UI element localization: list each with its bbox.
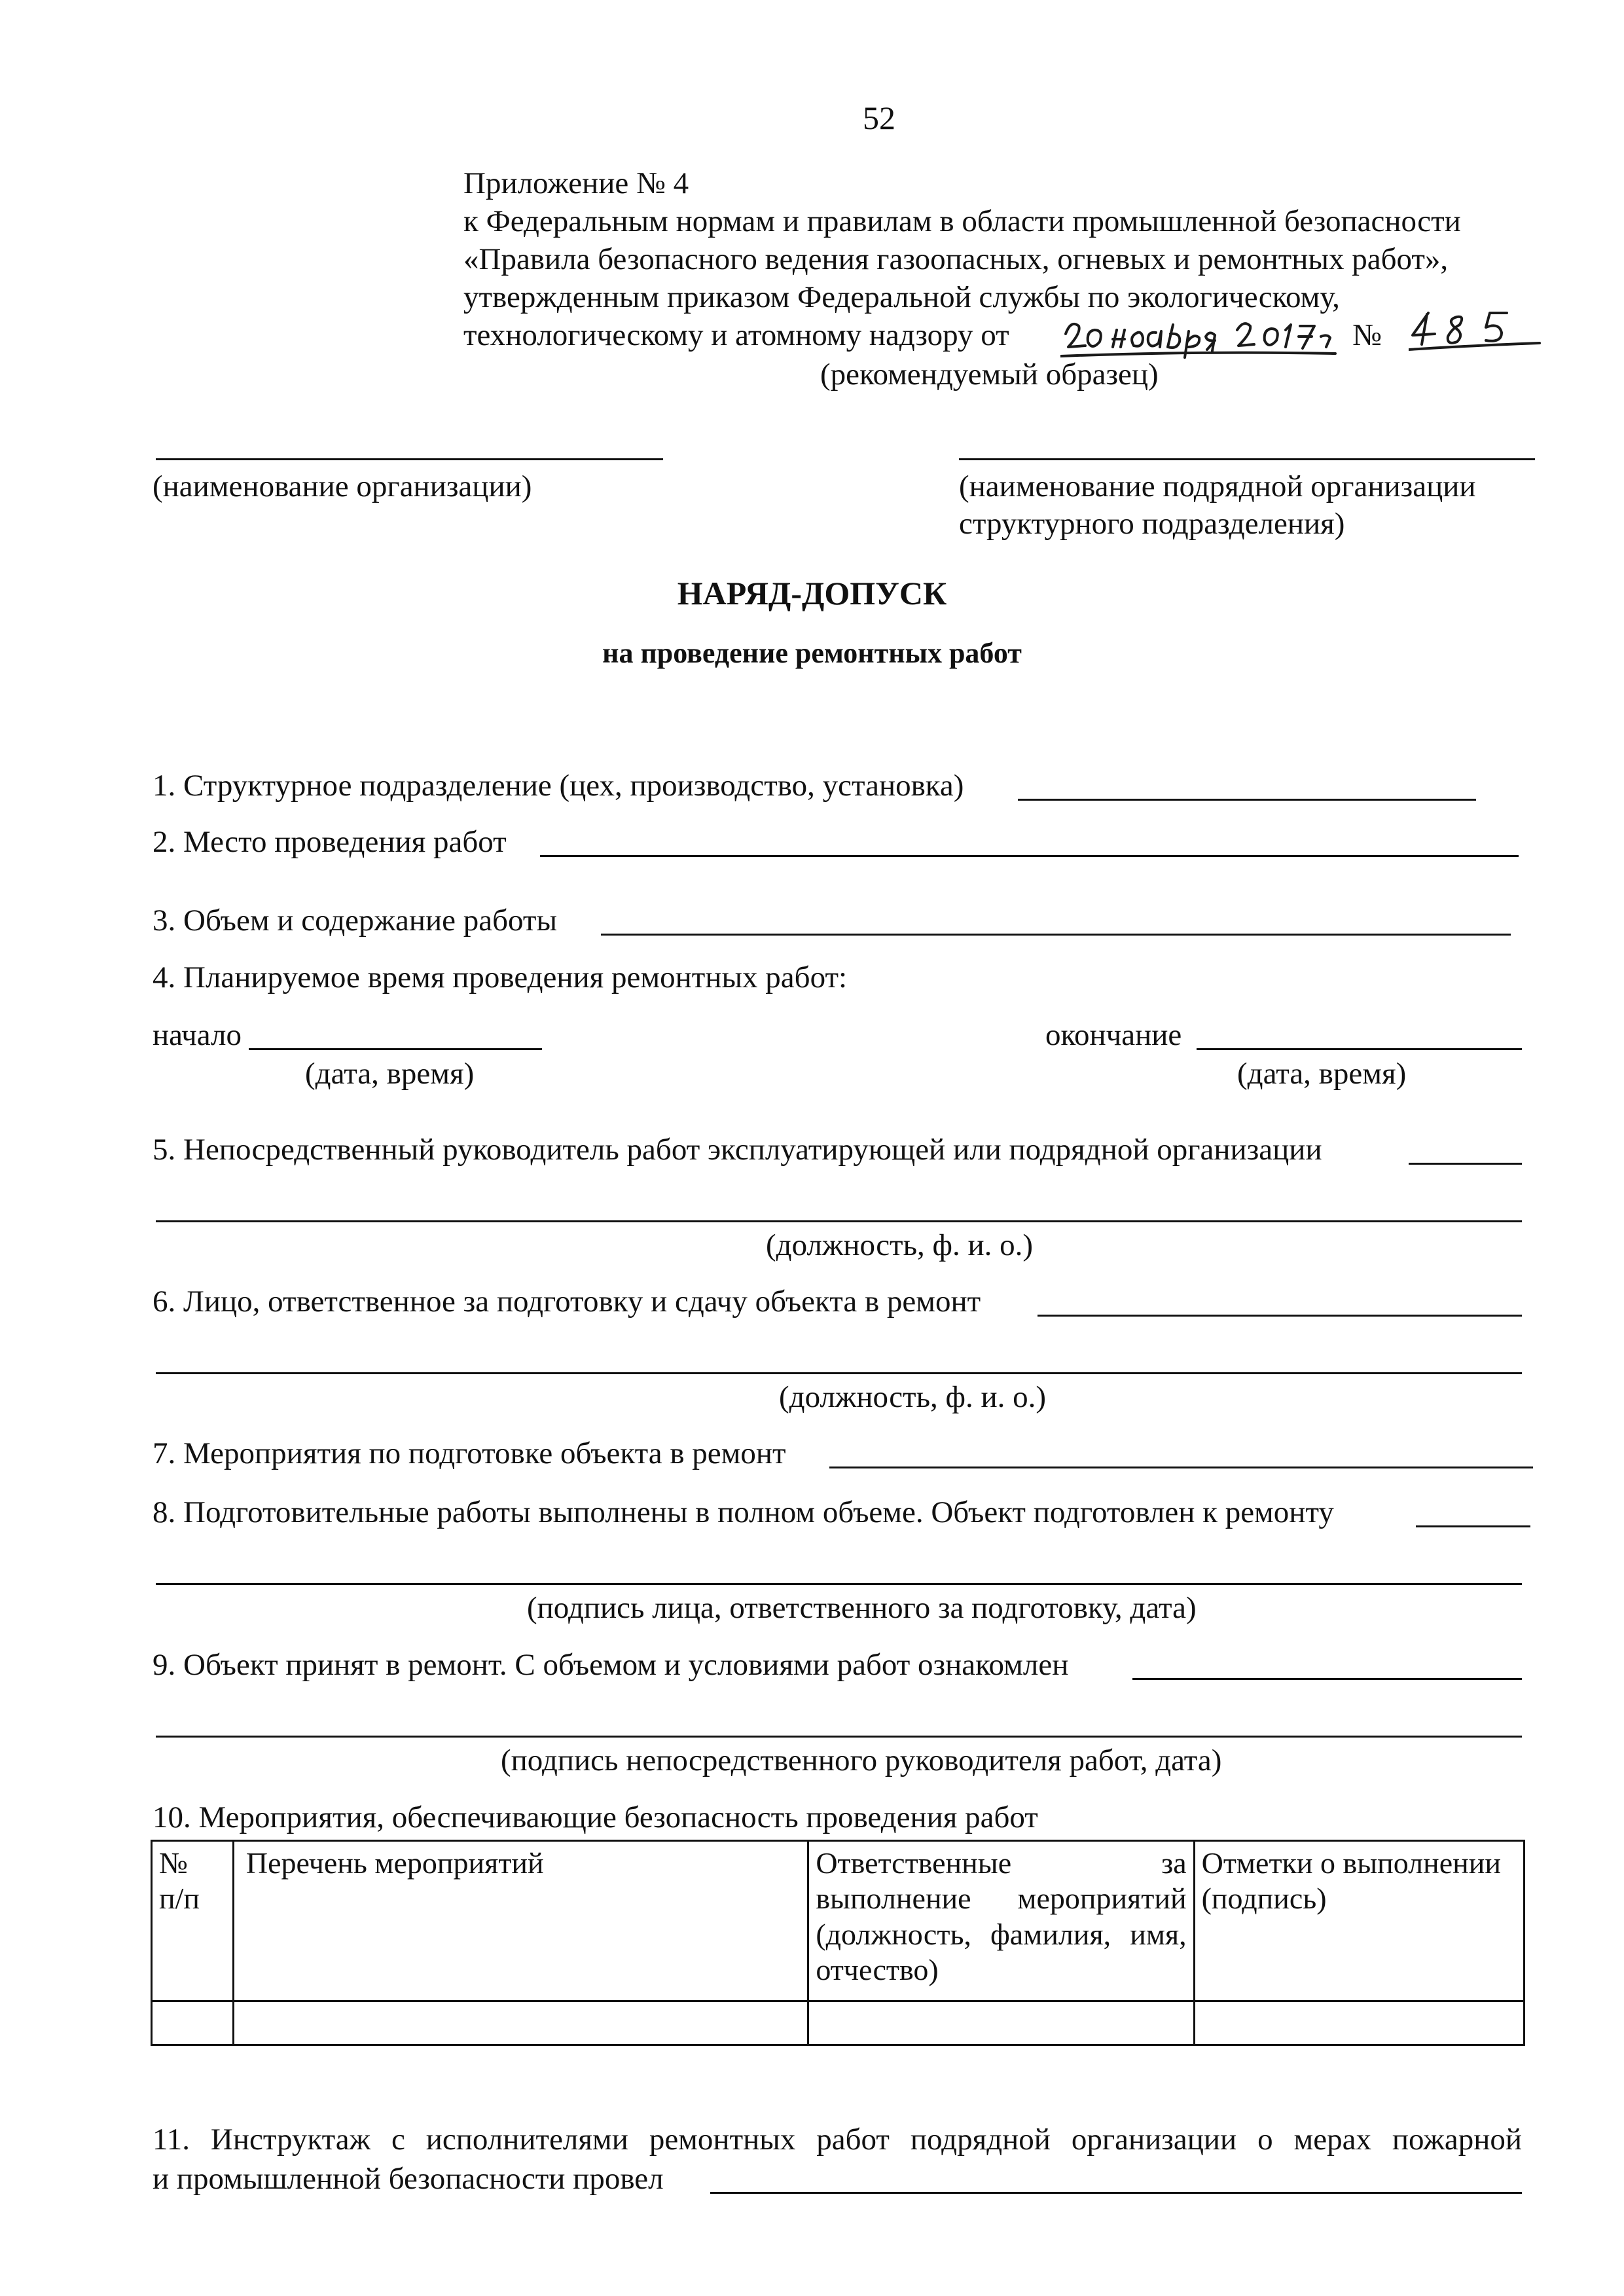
table-header-row: [152, 1841, 1525, 2001]
end-label: окончание: [1045, 1018, 1182, 1052]
item-11-fill-line: [710, 2192, 1522, 2194]
item-1-fill-line: [1018, 799, 1476, 801]
table-row: [152, 2001, 1525, 2045]
item-1-label: 1. Структурное подразделение (цех, производство, установка): [153, 769, 964, 803]
start-fill-line: [249, 1048, 542, 1050]
end-fill-line: [1197, 1048, 1522, 1050]
table-cell[interactable]: [233, 2001, 808, 2045]
item-9-fill-line-2: [156, 1736, 1522, 1738]
start-label: начало: [153, 1018, 242, 1052]
handwritten-date-ink: [1060, 306, 1394, 359]
handwritten-date: [1060, 306, 1394, 359]
item-4-label: 4. Планируемое время проведения ремонтных работ:: [153, 960, 848, 994]
header-marks: Отметки о выполнении (подпись): [1194, 1841, 1524, 2001]
appendix-ref-line: к Федеральным нормам и правилам в области промышленной безопасности: [463, 204, 1461, 238]
item-3-fill-line: [601, 934, 1511, 936]
contractor-name-caption: (наименование подрядной организации: [959, 469, 1476, 503]
item-6-label: 6. Лицо, ответственное за подготовку и сдачу объекта в ремонт: [153, 1285, 981, 1319]
item-11-label-line2: и промышленной безопасности провел: [153, 2162, 664, 2196]
item-3-label: 3. Объем и содержание работы: [153, 903, 558, 938]
item-11-label: 11. Инструктаж с исполнителями ремонтных работ подрядной организации о мерах пожарной: [153, 2123, 1522, 2157]
number-sign: №: [1352, 318, 1382, 352]
handwritten-number-ink: [1409, 304, 1546, 356]
appendix-authority-line: технологическому и атомному надзору от: [463, 318, 1009, 352]
end-caption: (дата, время): [1237, 1057, 1407, 1091]
page-number: 52: [863, 100, 895, 136]
item-7-label: 7. Мероприятия по подготовке объекта в ремонт: [153, 1436, 786, 1470]
item-5-fill-line-2: [156, 1220, 1522, 1222]
item-5-label: 5. Непосредственный руководитель работ эксплуатирующей или подрядной организации: [153, 1133, 1322, 1167]
item-7-fill-line: [829, 1467, 1533, 1468]
header-responsible: Ответственные за выполнение мероприятий (должность, фамилия, имя, отчество): [808, 1841, 1194, 2001]
item-5-fill-line: [1409, 1163, 1522, 1165]
document-subtitle: на проведение ремонтных работ: [602, 637, 1022, 669]
sample-note: (рекомендуемый образец): [820, 357, 1159, 392]
header-num: [152, 1841, 234, 2001]
item-2-fill-line: [540, 855, 1519, 857]
appendix-title: Приложение № 4: [463, 166, 689, 200]
item-8-fill-line-2: [156, 1583, 1522, 1585]
handwritten-number: [1409, 304, 1546, 356]
org-name-line: [156, 458, 663, 460]
contractor-name-line: [959, 458, 1535, 460]
item-9-label: 9. Объект принят в ремонт. С объемом и условиями работ ознакомлен: [153, 1648, 1069, 1682]
header-num-sign: №: [159, 1846, 188, 1880]
item-8-fill-line: [1416, 1525, 1530, 1527]
item-2-label: 2. Место проведения работ: [153, 825, 507, 859]
org-name-caption: (наименование организации): [153, 469, 532, 503]
item-5-caption: (должность, ф. и. о.): [766, 1228, 1034, 1262]
table-cell[interactable]: [152, 2001, 234, 2045]
appendix-order-line: утвержденным приказом Федеральной службы по экологическому,: [463, 280, 1340, 314]
table-cell[interactable]: [1194, 2001, 1524, 2045]
start-caption: (дата, время): [305, 1057, 475, 1091]
header-measures: Перечень мероприятий: [233, 1841, 808, 2001]
document-title: НАРЯД-ДОПУСК: [677, 575, 947, 611]
measures-table: [151, 1840, 1525, 2046]
item-8-caption: (подпись лица, ответственного за подготовку, дата): [527, 1591, 1197, 1625]
item-8-label: 8. Подготовительные работы выполнены в полном объеме. Объект подготовлен к ремонту: [153, 1495, 1334, 1529]
item-10-label: 10. Мероприятия, обеспечивающие безопасность проведения работ: [153, 1800, 1038, 1834]
appendix-rules-line: «Правила безопасного ведения газоопасных, огневых и ремонтных работ»,: [463, 242, 1449, 276]
item-6-fill-line-2: [156, 1372, 1522, 1374]
contractor-name-caption-line2: структурного подразделения): [959, 507, 1345, 541]
item-6-caption: (должность, ф. и. о.): [779, 1380, 1047, 1414]
header-num-pp: п/п: [159, 1882, 200, 1916]
item-9-fill-line: [1132, 1678, 1522, 1680]
table-cell[interactable]: [808, 2001, 1194, 2045]
item-9-caption: (подпись непосредственного руководителя работ, дата): [501, 1743, 1222, 1777]
item-6-fill-line: [1038, 1315, 1522, 1317]
